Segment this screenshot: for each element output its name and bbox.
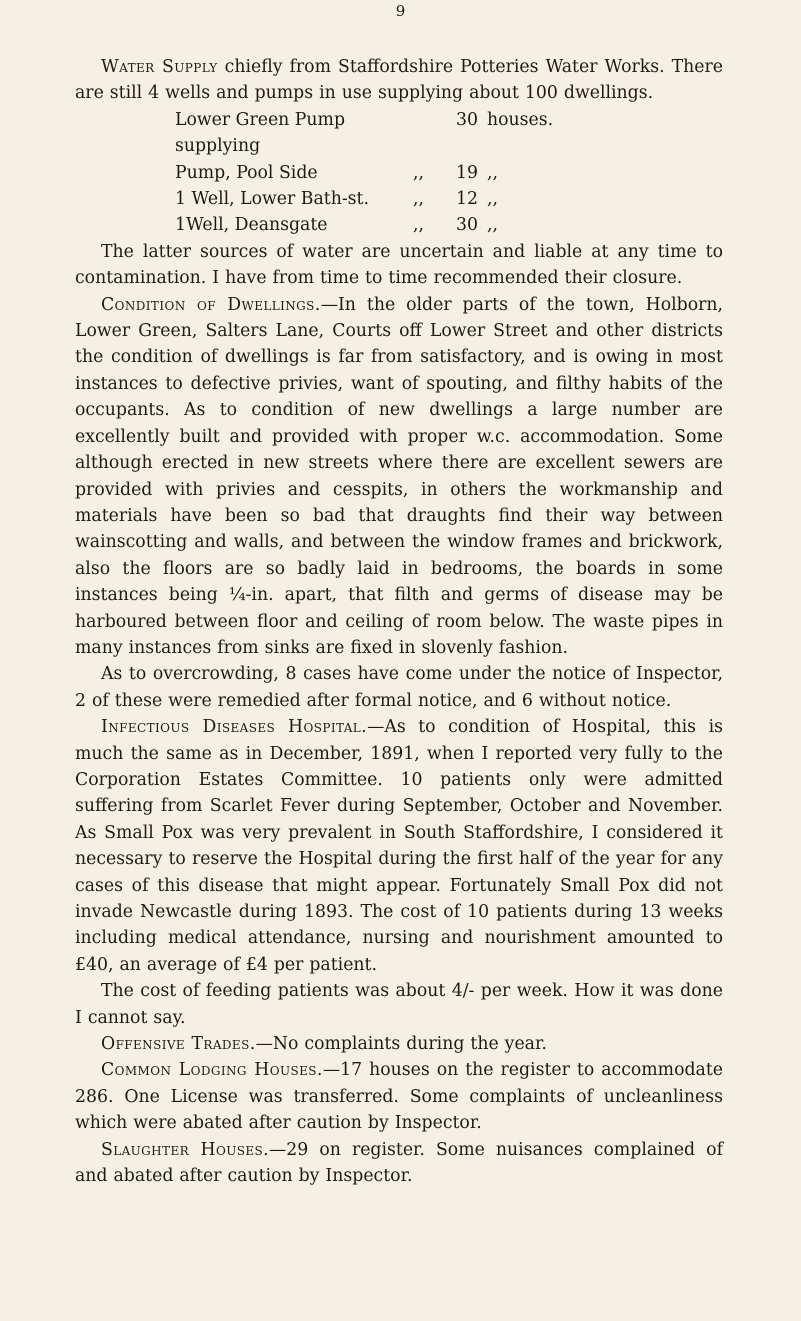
source-ditto: ,, xyxy=(413,189,424,210)
hospital-text: —As to condition of Hospital, this is much the same as in December, 1891, when I reported very fully to the Corporation Estates Committee. 10 patients only were admitted suffering from Scarlet Fever during September, October and November. As Small Pox was very prevalent in South Staffordshire, I considered it necessary to reserve the Hospital during the first half of the year for any cases of this disease that might appear. Fortunately Small Pox did not invade Newcastle during 1893. The cost of 10 patients during 13 weeks including medical attendance, nursing and nourishment amounted to £40, an average of £4 per patient. xyxy=(75,717,723,975)
dwellings-paragraph xyxy=(75,292,723,662)
source-name: 1 Well, Lower Bath-st. xyxy=(175,189,369,210)
dwellings-text: —In the older parts of the town, Holborn, Lower Green, Salters Lane, Courts off Lower Street and other districts the condition of dwellings is far from satisfactory, and is owing in most instances to defective privies, want of spouting, and filthy habits of the occupants. As to condition of new dwellings a large number are excellently built and provided with proper w.c. accommodation. Some although erected in new streets where there are excellent sewers are provided with privies and cesspits, in others the workmanship and materials have been so bad that draughts find their way between wainscotting and walls, and between the window frames and brickwork, also the floors are so badly laid in bedrooms, the boards in some instances being ¼-in. apart, that filth and germs of disease may be harboured between floor and ceiling of room below. The waste pipes in many instances from sinks are fixed in slovenly fashion. xyxy=(75,294,723,658)
source-unit: ,, xyxy=(487,189,498,210)
source-ditto: ,, xyxy=(413,162,424,183)
water-source-row xyxy=(175,107,723,160)
source-count: 30 xyxy=(456,215,478,236)
feeding-cost-paragraph: The cost of feeding patients was about 4/- per week. How it was done I cannot say. xyxy=(75,981,723,1028)
hospital-heading: Infectious Diseases Hospital. xyxy=(101,717,368,738)
source-unit: ,, xyxy=(487,162,498,183)
source-name: 1Well, Deansgate xyxy=(175,215,328,236)
source-count: 19 xyxy=(456,162,478,183)
page-number: 9 xyxy=(395,2,406,20)
source-name: Lower Green Pump supplying xyxy=(175,109,346,157)
lodging-houses-heading: Common Lodging Houses. xyxy=(101,1060,323,1081)
water-supply-heading: Water Supply xyxy=(101,57,218,77)
source-count: 12 xyxy=(456,189,478,210)
hospital-paragraph xyxy=(75,714,723,978)
source-unit: ,, xyxy=(487,215,498,236)
offensive-trades-text: —No complaints during the year. xyxy=(255,1034,547,1055)
water-supply-section xyxy=(75,54,723,292)
water-source-row xyxy=(175,160,723,186)
source-ditto xyxy=(413,107,445,160)
slaughter-houses-text: —29 on register. Some nuisances complained of and abated after caution by Inspector. xyxy=(75,1139,723,1187)
offensive-trades-paragraph xyxy=(75,1031,723,1057)
water-supply-paragraph xyxy=(75,54,723,107)
source-unit: houses. xyxy=(487,109,554,130)
water-source-row xyxy=(175,212,723,238)
lodging-houses-text: —17 houses on the register to accommodate 286. One License was transferred. Some complaints of uncleanliness which were abated after caution by Inspector. xyxy=(75,1060,724,1134)
source-ditto: ,, xyxy=(413,215,424,236)
slaughter-houses-heading: Slaughter Houses. xyxy=(101,1139,270,1160)
water-sources-list xyxy=(175,107,723,239)
source-count: 30 xyxy=(456,109,478,130)
water-source-row xyxy=(175,186,723,212)
dwellings-heading: Condition of Dwellings. xyxy=(101,294,321,315)
offensive-trades-heading: Offensive Trades. xyxy=(101,1034,256,1055)
source-name: Pump, Pool Side xyxy=(175,162,318,183)
water-supply-text: chiefly from Staffordshire Potteries Water Works. There are still 4 wells and pumps in use supplying about 100 dwellings. xyxy=(75,57,723,104)
slaughter-houses-paragraph xyxy=(75,1137,723,1190)
lodging-houses-paragraph xyxy=(75,1057,723,1136)
overcrowding-paragraph: As to overcrowding, 8 cases have come under the notice of Inspector, 2 of these were remedied after formal notice, and 6 without notice. xyxy=(75,664,723,711)
water-supply-closing: The latter sources of water are uncertain and liable at any time to contamination. I have from time to time recommended their closure. xyxy=(75,241,723,289)
